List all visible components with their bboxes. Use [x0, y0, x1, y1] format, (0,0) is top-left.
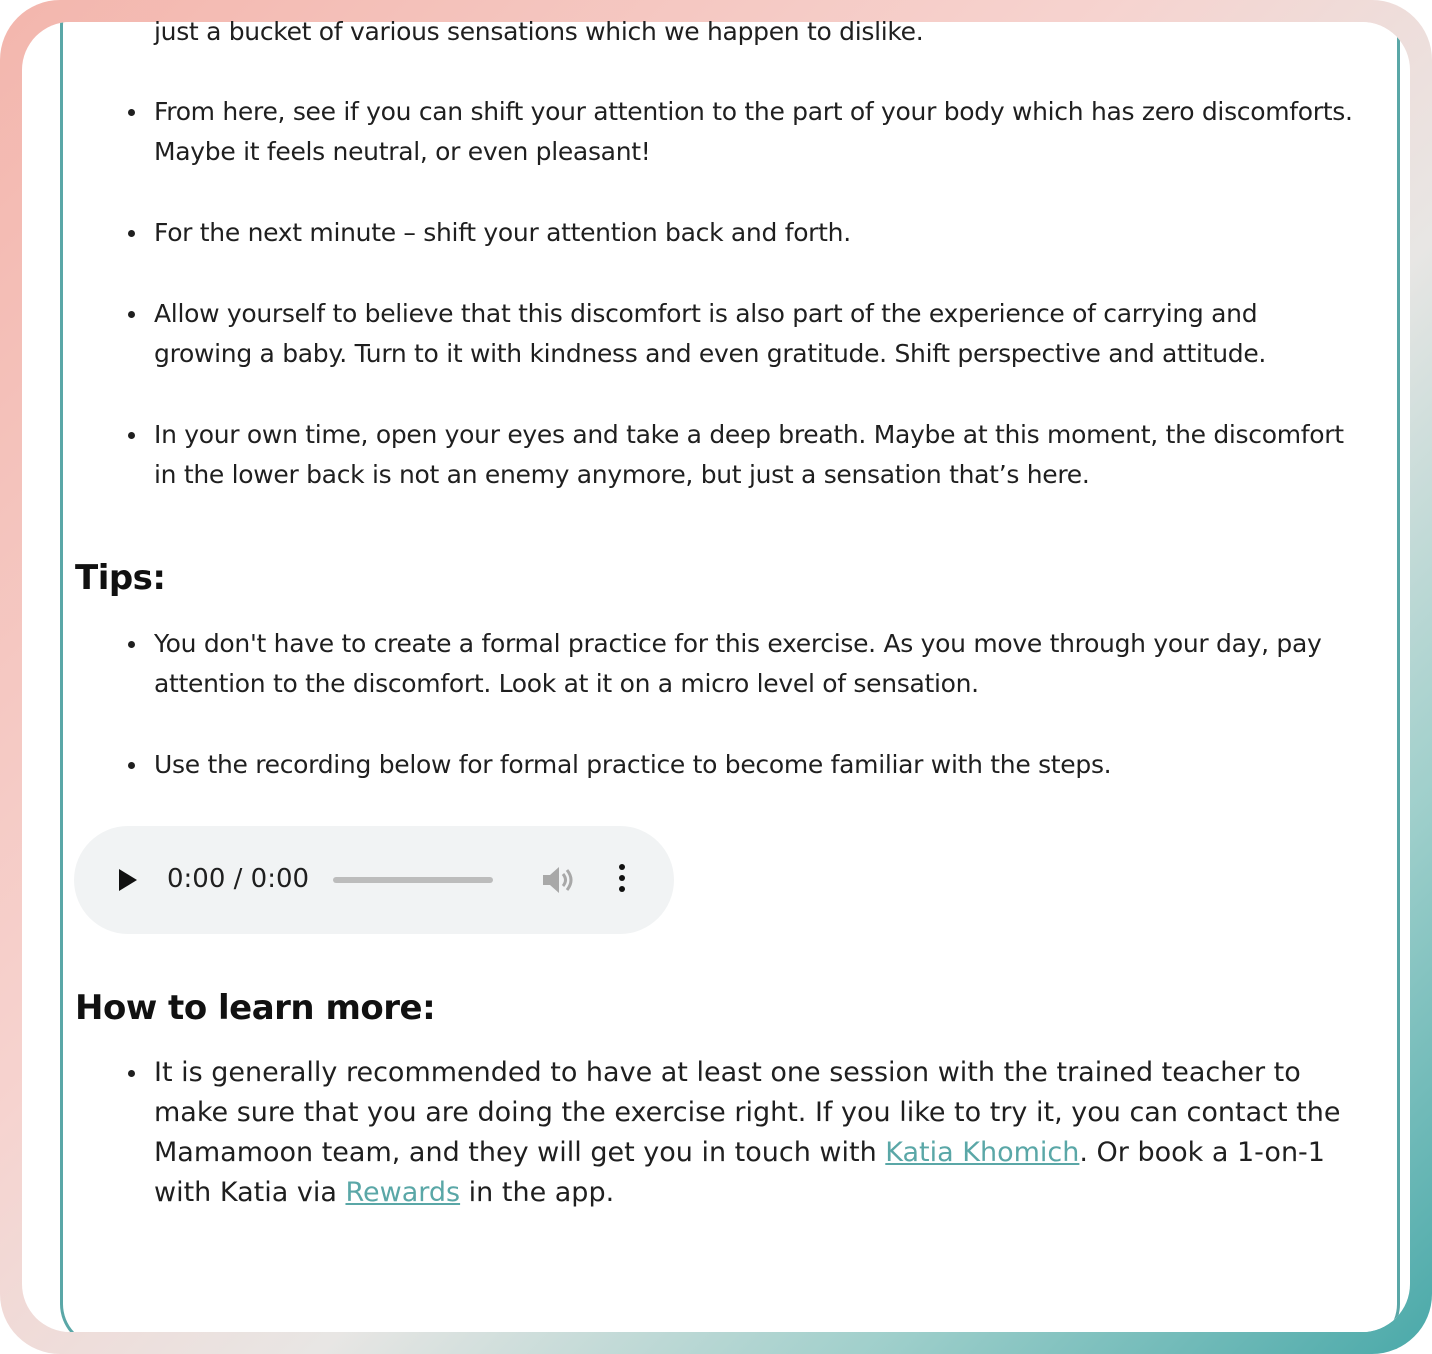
list-item-learn: [154, 1053, 1344, 1213]
learn-text-3: in the app.: [460, 1177, 615, 1208]
katia-khomich-link[interactable]: Katia Khomich: [885, 1137, 1080, 1168]
learn-heading: How to learn more:: [75, 988, 436, 1028]
list-item-step: From here, see if you can shift your attention to the part of your body which has zero discomforts. Maybe it feels neutral, or even pleasant!: [154, 92, 1354, 172]
more-vertical-icon[interactable]: [617, 864, 627, 896]
step-text-tail: just a bucket of various sensations which we happen to dislike.: [154, 17, 924, 46]
play-icon[interactable]: [119, 869, 137, 891]
audio-time: 0:00 / 0:00: [167, 864, 310, 894]
list-item-step: Allow yourself to believe that this discomfort is also part of the experience of carrying and growing a baby. Turn to it with kindness and even gratitude. Shift perspective and attitude.: [154, 294, 1354, 374]
tips-heading: Tips:: [75, 558, 166, 598]
learn-text-2: . Or book a 1-on-1 with Katia via: [154, 1137, 1325, 1208]
rewards-link[interactable]: Rewards: [345, 1177, 461, 1208]
audio-progress-bar[interactable]: [333, 877, 493, 883]
list-item-step: For the next minute – shift your attention back and forth.: [154, 213, 1354, 253]
list-item-tip: Use the recording below for formal practice to become familiar with the steps.: [154, 745, 1354, 785]
list-item-tip: You don't have to create a formal practice for this exercise. As you move through your day, pay attention to the discomfort. Look at it on a micro level of sensation.: [154, 624, 1354, 704]
learn-text-1: It is generally recommended to have at least one session with the trained teacher to make sure that you are doing the exercise right. If you like to try it, you can contact the Mamamoon team, and they will get you in touch with: [154, 1057, 1341, 1168]
volume-icon[interactable]: [540, 864, 576, 896]
list-item-step: In your own time, open your eyes and take a deep breath. Maybe at this moment, the discomfort in the lower back is not an enemy anymore, but just a sensation that’s here.: [154, 415, 1354, 495]
